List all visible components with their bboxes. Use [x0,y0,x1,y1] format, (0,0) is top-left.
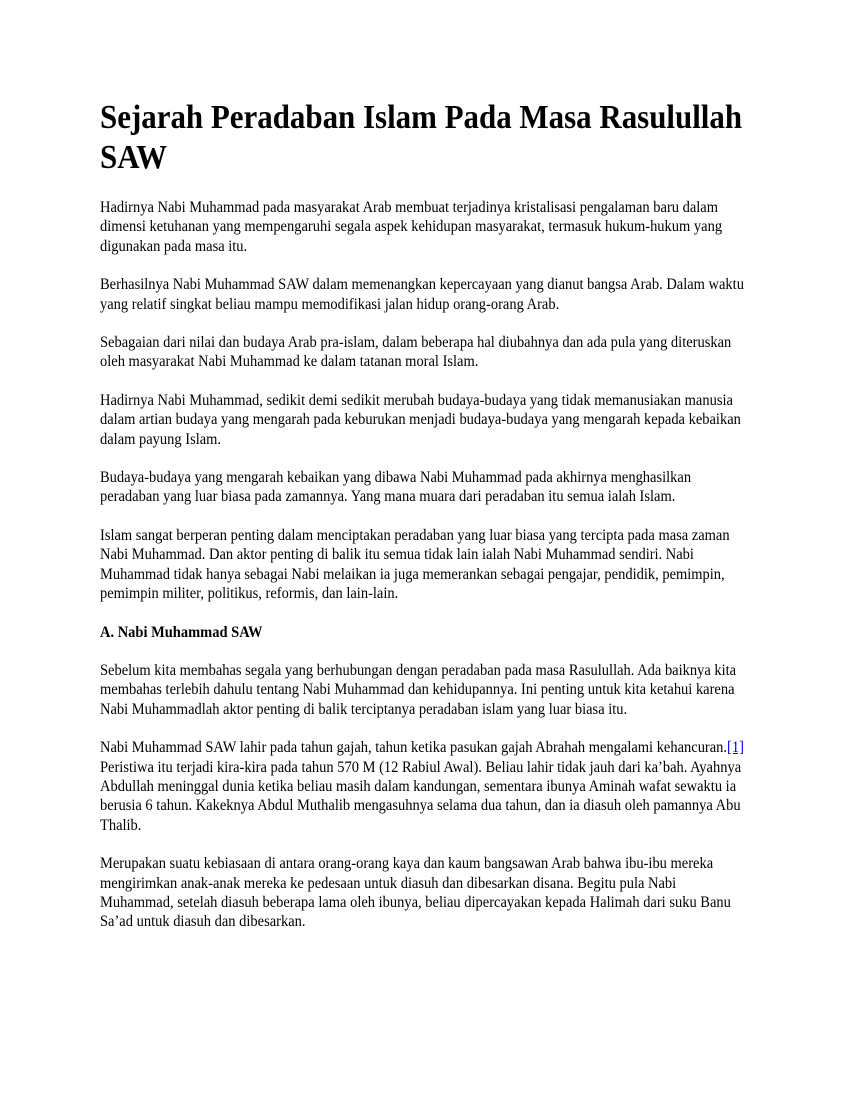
section-paragraph-2 [100,738,752,835]
section-paragraph-3: Merupakan suatu kebiasaan di antara orang-orang kaya dan kaum bangsawan Arab bahwa ibu-ibu mereka mengirimkan anak-anak mereka ke pedesaan untuk diasuh dan dibesarkan disana. Begitu pula Nabi Muhammad, setelah diasuh beberapa lama oleh ibunya, beliau dipercayakan kepada Halimah dari suku Banu Sa’ad untuk diasuh dan dibesarkan. [100,855,731,931]
paragraph-3: Sebagaian dari nilai dan budaya Arab pra-islam, dalam beberapa hal diubahnya dan ada pula yang diteruskan oleh masyarakat Nabi Muhammad ke dalam tatanan moral Islam. [100,334,732,371]
section-paragraph-2-text-before: Nabi Muhammad SAW lahir pada tahun gajah, tahun ketika pasukan gajah Abrahah mengalami kehancuran. [100,739,728,757]
document-page [100,98,750,951]
document-title: Sejarah Peradaban Islam Pada Masa Rasulullah SAW [100,99,743,176]
paragraph-2: Berhasilnya Nabi Muhammad SAW dalam memenangkan kepercayaan yang dianut bangsa Arab. Dalam waktu yang relatif singkat beliau mampu memodifikasi jalan hidup orang-orang Arab. [100,276,744,313]
section-heading: A. Nabi Muhammad SAW [100,623,263,641]
footnote-link[interactable]: [1] [727,739,744,757]
paragraph-6: Islam sangat berperan penting dalam menciptakan peradaban yang luar biasa yang tercipta pada masa zaman Nabi Muhammad. Dan aktor penting di balik itu semua tidak lain ialah Nabi Muhammad sendiri. Nabi Muhammad tidak hanya sebagai Nabi melaikan ia juga memerankan sebagai pengajar, pendidik, pemimpin, pemimpin militer, politikus, reformis, dan lain-lain. [100,526,730,603]
section-paragraph-2-text-after: Peristiwa itu terjadi kira-kira pada tahun 570 M (12 Rabiul Awal). Beliau lahir tidak jauh dari ka’bah. Ayahnya Abdullah meninggal dunia ketika beliau masih dalam kandungan, sementara ibunya Aminah wafat sewaktu ia berusia 6 tahun. Kakeknya Abdul Muthalib mengasuhnya selama dua tahun, dan ia diasuh oleh pamannya Abu Thalib. [100,758,742,834]
paragraph-5: Budaya-budaya yang mengarah kebaikan yang dibawa Nabi Muhammad pada akhirnya menghasilkan peradaban yang luar biasa pada zamannya. Yang mana muara dari peradaban itu semua ialah Islam. [100,469,692,506]
paragraph-4: Hadirnya Nabi Muhammad, sedikit demi sedikit merubah budaya-budaya yang tidak memanusiakan manusia dalam artian budaya yang mengarah pada keburukan menjadi budaya-budaya yang mengarah kepada kebaikan dalam payung Islam. [100,391,741,448]
section-paragraph-1: Sebelum kita membahas segala yang berhubungan dengan peradaban pada masa Rasulullah. Ada baiknya kita membahas terlebih dahulu tentang Nabi Muhammad dan kehidupannya. Ini penting untuk kita ketahui karena Nabi Muhammadlah aktor penting di balik terciptanya peradaban islam yang luar biasa itu. [100,661,737,718]
paragraph-1: Hadirnya Nabi Muhammad pada masyarakat Arab membuat terjadinya kristalisasi pengalaman baru dalam dimensi ketuhanan yang mempengaruhi segala aspek kehidupan masyarakat, termasuk hukum-hukum yang digunakan pada masa itu. [100,199,723,255]
